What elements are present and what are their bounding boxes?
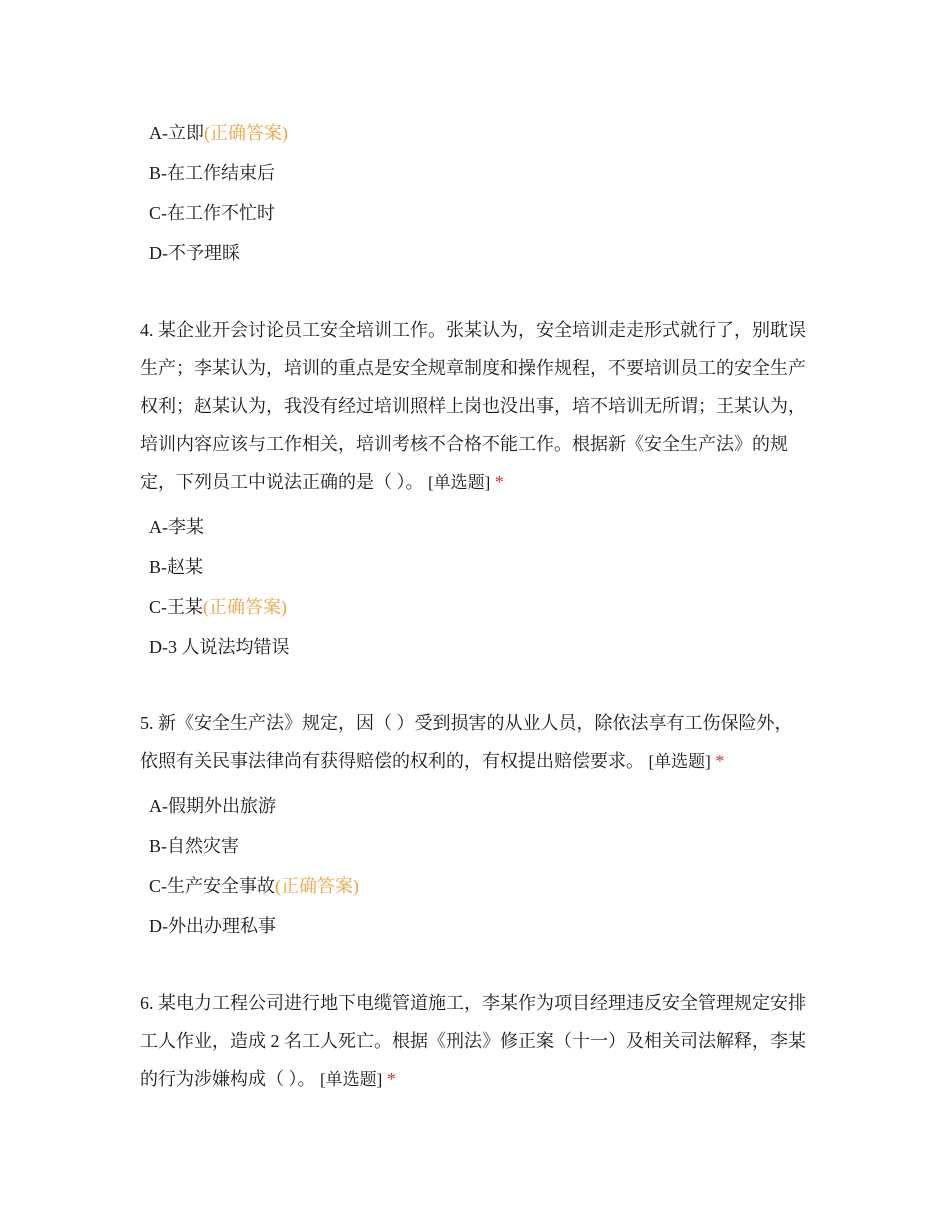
q4-options — [149, 507, 290, 667]
correct-answer-tag: (正确答案) — [203, 597, 287, 617]
required-marker: * — [715, 751, 725, 771]
q3-option-c: C-在工作不忙时 — [149, 203, 275, 223]
q3-options — [149, 113, 288, 273]
q3-option-d: D-不予理睬 — [149, 243, 240, 263]
question-type: [单选题] — [320, 1070, 383, 1089]
q4-option-a: A-李某 — [149, 517, 204, 537]
q5-option-a: A-假期外出旅游 — [149, 796, 276, 816]
q4-option-c: C-王某(正确答案) — [149, 597, 287, 617]
q3-option-b: B-在工作结束后 — [149, 163, 275, 183]
q5-option-b: B-自然灾害 — [149, 836, 239, 856]
correct-answer-tag: (正确答案) — [204, 123, 288, 143]
q5-option-d: D-外出办理私事 — [149, 916, 276, 936]
question-type: [单选题] — [648, 752, 711, 771]
correct-answer-tag: (正确答案) — [275, 876, 359, 896]
required-marker: * — [386, 1069, 396, 1089]
required-marker: * — [494, 472, 504, 492]
q5-options — [149, 786, 359, 946]
q4-option-d: D-3 人说法均错误 — [149, 637, 290, 657]
question-type: [单选题] — [428, 473, 491, 492]
q4-text: 4. 某企业开会讨论员工安全培训工作。张某认为，安全培训走走形式就行了，别耽误生产；李某认为，培训的重点是安全规章制度和操作规程，不要培训员工的安全生产权利；赵某认为，我没有经过培训照样上岗也没出事，培不培训无所谓；王某认为，培训内容应该与工作相关，培训考核不合格不能工作。根据新《安全生产法》的规定，下列员工中说法正确的是（ ）。 [单选题] * — [140, 320, 806, 492]
q5-text: 5. 新《安全生产法》规定，因（ ）受到损害的从业人员，除依法享有工伤保险外，依照有关民事法律尚有获得赔偿的权利的，有权提出赔偿要求。 [单选题] * — [140, 713, 793, 771]
q6-text: 6. 某电力工程公司进行地下电缆管道施工，李某作为项目经理违反安全管理规定安排工人作业，造成 2 名工人死亡。根据《刑法》修正案（十一）及相关司法解释，李某的行为涉嫌构成（ ）。 [单选题] * — [140, 993, 806, 1089]
q4-option-b: B-赵某 — [149, 557, 203, 577]
q3-option-a: A-立即(正确答案) — [149, 123, 288, 143]
q5-option-c: C-生产安全事故(正确答案) — [149, 876, 359, 896]
